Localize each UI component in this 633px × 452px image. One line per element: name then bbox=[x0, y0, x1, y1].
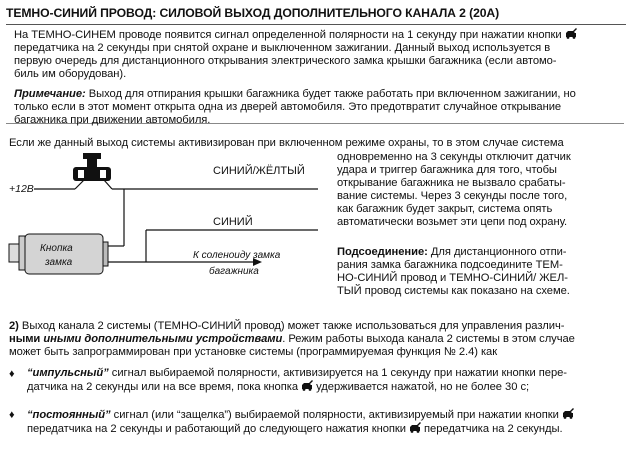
note-line: багажника при движении автомобиля. bbox=[14, 114, 211, 126]
intro-text: На ТЕМНО-СИНЕМ проводе появится сигнал определенной полярности на 1 секунду при нажатии кнопки bbox=[14, 29, 562, 41]
note-line: только если в этот момент открыта одна из дверей автомобиля. Это предотвратит случайное открывание bbox=[14, 101, 562, 113]
bullet-marker: ♦ bbox=[9, 409, 15, 421]
section2-line: может быть запрограммирован при установке системы (программируемая функция № 2.4) как bbox=[9, 346, 498, 358]
section2-line bbox=[9, 320, 626, 333]
connection-paragraph bbox=[337, 246, 626, 298]
bullet-impulse bbox=[27, 367, 626, 394]
fuse-icon bbox=[73, 153, 111, 181]
button-label-line2: замка bbox=[45, 257, 73, 268]
bullet-text: сигнал (или “защелка”) выбираемой полярности, активизируемый при нажатии кнопки bbox=[110, 409, 559, 421]
section2-emphasis: иными дополнительными устройствами bbox=[43, 333, 283, 345]
bullet-term: “постоянный” bbox=[27, 409, 111, 421]
note-paragraph bbox=[14, 88, 626, 127]
button-label-line1: Кнопка bbox=[40, 243, 73, 254]
bullet-latch bbox=[27, 408, 626, 436]
car-trunk-icon bbox=[301, 380, 313, 391]
security-line: удара и триггер багажника для того, чтобы bbox=[337, 164, 557, 176]
section2-line bbox=[9, 333, 626, 346]
intro-line: первую очередь для дистанционного открывания электрического замка крышки багажника (если автомо- bbox=[14, 55, 557, 67]
connection-line: ТЫЙ провод системы как показано на схеме. bbox=[337, 285, 570, 297]
car-trunk-icon bbox=[409, 422, 421, 433]
section2-paragraph bbox=[9, 320, 626, 359]
note-line bbox=[14, 88, 626, 101]
bullet-text: передатчика на 2 секунды. bbox=[420, 423, 563, 435]
bullet-line bbox=[27, 408, 626, 422]
wire-blue-yellow-label: СИНИЙ/ЖЁЛТЫЙ bbox=[213, 165, 305, 177]
security-line: Если же данный выход системы активизирован при включенном режиме охраны, то в этом случае система bbox=[9, 137, 564, 149]
section2-text: Выход канала 2 системы (ТЕМНО-СИНИЙ провод) может также использоваться для управления различ- bbox=[18, 320, 565, 332]
wiring-diagram bbox=[0, 150, 330, 290]
security-line: одновременно на 3 секунды отключит датчик bbox=[337, 151, 571, 163]
connection-line: рания замка багажника подсоедините ТЕМ- bbox=[337, 259, 563, 271]
security-line: открывание багажника не вызвало срабаты- bbox=[337, 177, 566, 189]
section2-text-bold: ными bbox=[9, 333, 44, 345]
bullet-line bbox=[27, 367, 626, 380]
connection-line: НО-СИНИЙ провод и ТЕМНО-СИНИЙ/ ЖЕЛ- bbox=[337, 272, 568, 284]
security-paragraph bbox=[9, 137, 626, 150]
section2-text: . Режим работы выхода канала 2 системы в этом случае bbox=[282, 333, 575, 345]
bullet-marker: ♦ bbox=[9, 368, 15, 380]
note-label: Примечание: bbox=[14, 88, 86, 100]
bullet-text: передатчика на 2 секунды и работающий до следующего нажатия кнопки bbox=[27, 423, 406, 435]
car-trunk-icon bbox=[565, 28, 577, 39]
connection-line bbox=[337, 246, 626, 259]
security-line: вание системы. Через 3 секунды после того, bbox=[337, 190, 568, 202]
bullet-text: датчика на 2 секунды или на все время, пока кнопка bbox=[27, 381, 299, 393]
bullet-term: “импульсный” bbox=[27, 367, 109, 379]
section2-number: 2) bbox=[9, 320, 19, 332]
car-trunk-icon bbox=[562, 408, 574, 419]
wire-to-fuse bbox=[75, 180, 84, 189]
bullet-text: удерживается нажатой, но не более 30 с; bbox=[313, 381, 530, 393]
connection-label: Подсоединение: bbox=[337, 246, 428, 258]
solenoid-label-line1: К соленоиду замка bbox=[193, 250, 281, 261]
intro-line: биль им оборудован). bbox=[14, 68, 127, 80]
security-line: как багажник будет закрыт, система опять bbox=[337, 203, 553, 215]
solenoid-label-line2: багажника bbox=[209, 266, 259, 277]
intro-paragraph bbox=[14, 28, 626, 81]
plus12v-label: +12В bbox=[9, 183, 34, 195]
intro-line bbox=[14, 28, 626, 42]
bullet-text: сигнал выбираемой полярности, активизируется на 1 секунду при нажатии кнопки пере- bbox=[108, 367, 567, 379]
intro-line: передатчика на 2 секунды при снятой охране и выключенном зажигании. Данный выход используется в bbox=[14, 42, 551, 54]
connection-text: Для дистанционного отпи- bbox=[427, 246, 567, 258]
note-text: Выход для отпирания крышки багажника будет также работать при включенном зажигании, но bbox=[85, 88, 576, 100]
bullet-line bbox=[27, 380, 626, 394]
section-heading: ТЕМНО-СИНИЙ ПРОВОД: СИЛОВОЙ ВЫХОД ДОПОЛНИТЕЛЬНОГО КАНАЛА 2 (20А) bbox=[6, 6, 626, 25]
trunk-button-icon bbox=[9, 234, 108, 274]
bullet-line bbox=[27, 422, 626, 436]
wire-blue-label: СИНИЙ bbox=[213, 216, 253, 228]
security-right-column bbox=[337, 151, 626, 229]
wire-blue-yellow bbox=[104, 180, 112, 189]
security-line: автоматически возьмет эти цепи под охрану. bbox=[337, 216, 568, 228]
